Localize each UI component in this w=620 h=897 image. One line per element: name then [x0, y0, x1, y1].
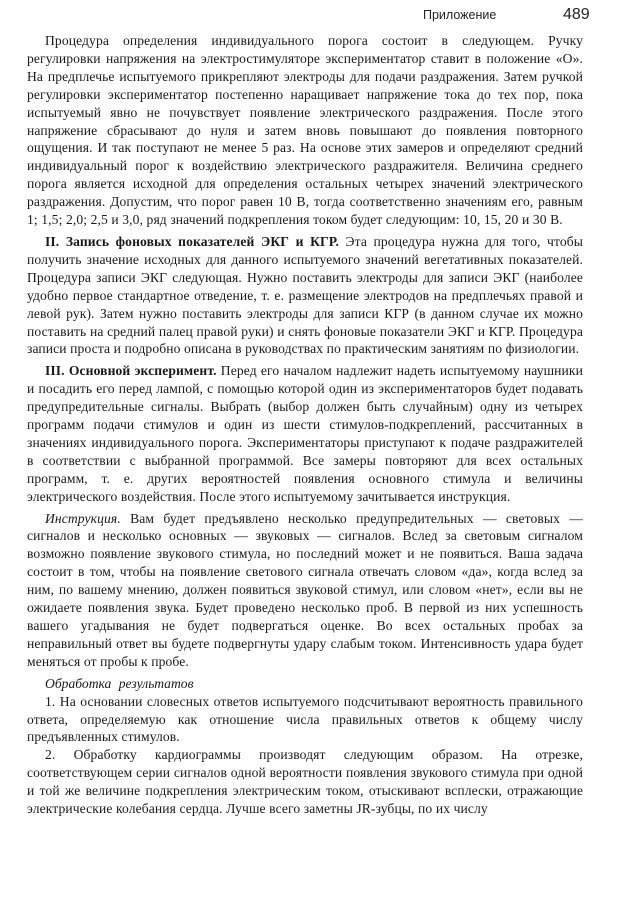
paragraph-main-experiment — [27, 362, 583, 505]
paragraph-results-2: 2. Обработку кардиограммы производят следующим образом. На отрезке, соответствующем серии сигналов одной вероятности появления звукового стимула при одной и той же величине подкрепления электрическим током, отыскивают всплески, отражающие электрические колебания сердца. Лучше всего заметны JR-зубцы, по их числу — [27, 747, 583, 817]
section-title: Приложение — [423, 8, 497, 22]
instruction-label: Инструкция. — [45, 510, 121, 526]
paragraph-text: Перед его началом надлежит надеть испытуемому наушники и посадить его перед лампой, с помощью которой один из экспериментаторов будет подавать предупредительные сигналы. Выбрать (выбор должен быть случайным) одну из четырех программ подачи стимулов и один из шести стимулов-подкреплений, рассчитанных в значениях индивидуального порога. Экспериментаторы приступают к подаче раздражителей в соответствии с выбранной программой. Все замеры повторяют для всех остальных программ, т. е. других вероятностей появления основного стимула и величины электрического воздействия. После этого испытуемому зачитывается инструкция. — [27, 363, 583, 504]
paragraph-background-recording — [27, 233, 583, 358]
paragraph-instruction — [27, 510, 583, 671]
paragraph-results-1: 1. На основании словесных ответов испытуемого подсчитывают вероятность правильного ответа, определяемую как отношение числа правильных ответов к общему числу предъявленных стимулов. — [27, 693, 583, 745]
page-body — [27, 32, 583, 818]
running-header — [0, 6, 620, 26]
section-heading-2: II. Запись фоновых показателей ЭКГ и КГР. — [45, 233, 339, 249]
paragraph-text: Эта процедура нужна для того, чтобы получить значение исходных для данного испытуемого значений вегетативных показателей. Процедура записи ЭКГ следующая. Нужно поставить электроды для записи ЭКГ (наиболее удобно первое стандартное отведение, т. е. размещение электродов на предплечьях правой и левой рук). Затем нужно поставить электроды для записи КГР (в данном случае их можно поставить на средний палец правой руки) и снять фоновые показатели ЭКГ и КГР. Процедура записи проста и подробно описана в руководствах по практическим занятиям по физиологии. — [27, 233, 583, 357]
results-subheading: Обработка результатов — [45, 675, 194, 691]
page-number: 489 — [563, 6, 590, 23]
paragraph-text: Вам будет предъявлено несколько предупредительных — световых — сигналов и несколько основных — звуковых — сигналов. Вслед за световым сигналом возможно появление звукового стимула, но последний может и не появиться. Ваша задача состоит в том, чтобы на появление светового сигнала отвечать словом «да», когда вслед за ним, по вашему мнению, должен появиться звуковой стимул, или словом «нет», если вы не ожидаете появления звука. Будет проведено несколько проб. В первой из них успешность вашего угадывания не будет подвергаться оценке. Во всех остальных пробах за неправильный ответ вы будете подвергнуты удару слабым током. Интенсивность удара будет меняться от пробы к пробе. — [27, 510, 583, 669]
paragraph-threshold-procedure: Процедура определения индивидуального порога состоит в следующем. Ручку регулировки напряжения на электростимуляторе экспериментатор ставит в положение «О». На предплечье испытуемого прикрепляют электроды для подачи раздражения. Затем ручкой регулировки экспериментатор постепенно наращивает напряжение тока до тех пор, пока испытуемый явно не почувствует появление электрического раздражения. После этого напряжение сбрасывают до нуля и затем вновь повышают до появления повторного ощущения. И так поступают не менее 5 раз. На основе этих замеров и определяют средний индивидуальный порог к воздействию электрического раздражителя. Величина среднего порога является исходной для определения остальных четырех значений электрического раздражения. Допустим, что порог равен 10 В, тогда соответственно значениям его, равным 1; 1,5; 2,0; 2,5 и 3,0, ряд значений подкрепления током будет следующим: 10, 15, 20 и 30 В. — [27, 33, 583, 228]
section-heading-3: III. Основной эксперимент. — [45, 363, 217, 379]
